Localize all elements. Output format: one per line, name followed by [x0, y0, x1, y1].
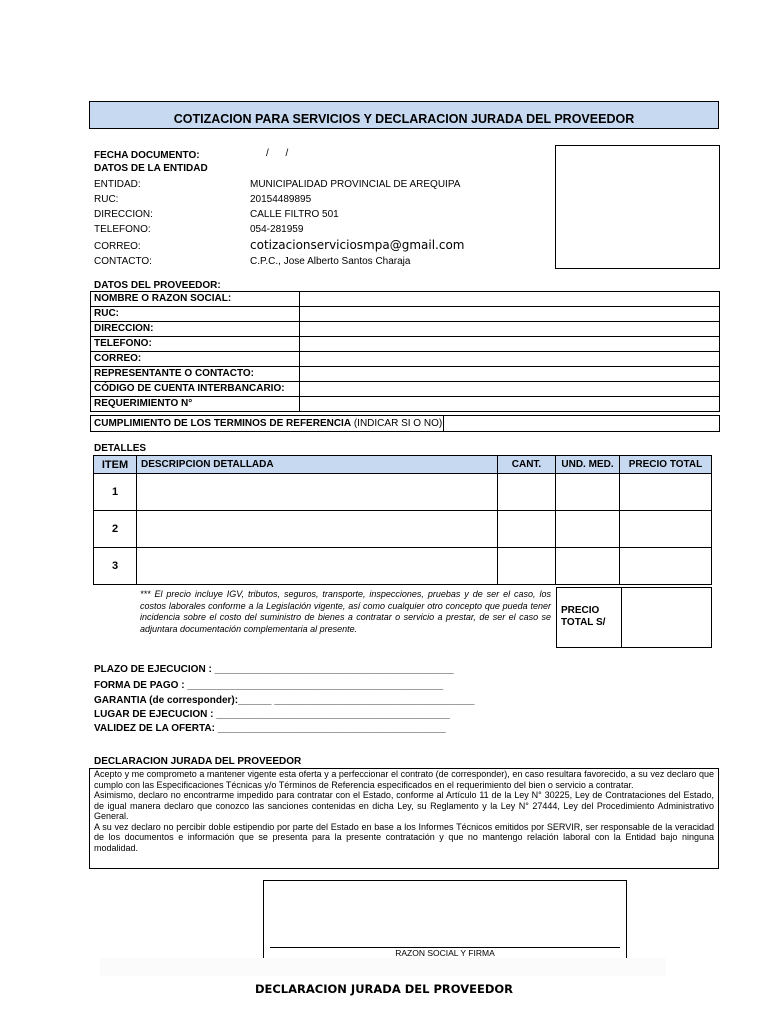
col-cant: CANT.: [498, 456, 556, 474]
table-row: [91, 307, 720, 322]
item-number: 2: [94, 511, 137, 548]
declaracion-paragraph: A su vez declaro no percibir doble estipendio por parte del Estado en base a los Informes Técnicos emitidos por SERVIR, ser responsable de la veracidad de los documentos e información que se presenta para la presente contratación y que no mantengo relación laboral con la Entidad bajo ninguna modalidad.: [94, 821, 714, 853]
page-separator: [100, 958, 666, 976]
col-item: ITEM: [94, 456, 137, 474]
precio-total-divider: [621, 588, 622, 647]
validez-oferta[interactable]: VALIDEZ DE LA OFERTA: _________________________________________: [94, 723, 446, 734]
precio-total-box: [556, 587, 712, 648]
descripcion-cell[interactable]: [137, 511, 498, 548]
item-number: 3: [94, 548, 137, 585]
requerimiento-field[interactable]: [300, 397, 720, 412]
precio-cell[interactable]: [620, 474, 712, 511]
fecha-label: FECHA DOCUMENTO:: [94, 150, 200, 161]
declaracion-heading: DECLARACION JURADA DEL PROVEEDOR: [94, 756, 302, 767]
footer-title: DECLARACION JURADA DEL PROVEEDOR: [254, 982, 514, 996]
prov-telefono-label: TELEFONO:: [91, 337, 300, 352]
lugar-ejecucion[interactable]: LUGAR DE EJECUCION : __________________________________________: [94, 709, 450, 720]
prov-direccion-field[interactable]: [300, 322, 720, 337]
requerimiento-label: REQUERIMIENTO N°: [91, 397, 300, 412]
contacto-label: CONTACTO:: [94, 256, 152, 267]
descripcion-cell[interactable]: [137, 548, 498, 585]
table-row: [91, 292, 720, 307]
cumplimiento-row: [90, 415, 720, 432]
prov-ruc-field[interactable]: [300, 307, 720, 322]
proveedor-table: [90, 291, 720, 412]
ruc-value: 20154489895: [250, 194, 312, 205]
price-note: *** El precio incluye IGV, tributos, seguros, transporte, inspecciones, pruebas y de ser el caso, los costos laborales conforme a la Legislación vigente, así como cualquier otro concepto que pueda tener incidencia sobre el costo del suministro de bienes a contratar o servicio a prestar, de ser el caso se adjuntara documentación complementaria al presente.: [140, 589, 551, 634]
prov-correo-field[interactable]: [300, 352, 720, 367]
detalles-heading: DETALLES: [94, 443, 147, 454]
col-und-med: UND. MED.: [556, 456, 620, 474]
nombre-field[interactable]: [300, 292, 720, 307]
prov-direccion-label: DIRECCION:: [91, 322, 300, 337]
contacto-value: C.P.C., Jose Alberto Santos Charaja: [250, 256, 411, 267]
table-row: [91, 382, 720, 397]
plazo-ejecucion[interactable]: PLAZO DE EJECUCION : ___________________________________________: [94, 664, 454, 675]
table-row: [91, 352, 720, 367]
direccion-label: DIRECCION:: [94, 209, 153, 220]
ruc-label: RUC:: [94, 194, 119, 205]
telefono-label: TELEFONO:: [94, 224, 151, 235]
entidad-value: MUNICIPALIDAD PROVINCIAL DE AREQUIPA: [250, 179, 461, 190]
fecha-value[interactable]: / /: [266, 148, 289, 159]
correo-label: CORREO:: [94, 241, 141, 252]
proveedor-heading: DATOS DEL PROVEEDOR:: [94, 280, 221, 291]
nombre-label: NOMBRE O RAZON SOCIAL:: [91, 292, 300, 307]
cumplimiento-divider: [443, 416, 444, 431]
forma-pago[interactable]: FORMA DE PAGO : ______________________________________________: [94, 680, 444, 691]
cant-cell[interactable]: [498, 511, 556, 548]
cci-field[interactable]: [300, 382, 720, 397]
garantia[interactable]: GARANTIA (de corresponder):______ ____________________________________: [94, 695, 475, 706]
entidad-heading: DATOS DE LA ENTIDAD: [94, 163, 208, 174]
direccion-value: CALLE FILTRO 501: [250, 209, 339, 220]
table-row: [91, 397, 720, 412]
precio-cell[interactable]: [620, 511, 712, 548]
col-precio-total: PRECIO TOTAL: [620, 456, 712, 474]
cci-label: CÓDIGO DE CUENTA INTERBANCARIO:: [91, 382, 300, 397]
stamp-box: [555, 145, 720, 269]
table-row: [91, 322, 720, 337]
representante-label: REPRESENTANTE O CONTACTO:: [91, 367, 300, 382]
document-title: COTIZACION PARA SERVICIOS Y DECLARACION JURADA DEL PROVEEDOR: [89, 101, 719, 129]
representante-field[interactable]: [300, 367, 720, 382]
detalles-table: [93, 455, 712, 585]
item-number: 1: [94, 474, 137, 511]
correo-value[interactable]: cotizacionserviciosmpa@gmail.com: [250, 238, 465, 252]
cumplimiento-label: CUMPLIMIENTO DE LOS TERMINOS DE REFERENCIA (INDICAR SI O NO): [94, 418, 443, 429]
table-row: [91, 367, 720, 382]
table-row: [91, 337, 720, 352]
declaracion-paragraph: Acepto y me comprometo a mantener vigente esta oferta y a perfeccionar el contrato (de corresponder), en caso resultara favorecido, a su vez declaro que cumplo con las Especificaciones Técnicas y/o Términos de Referencia especificados en el requerimiento del bien o servicio a contratar.: [94, 769, 714, 790]
cant-cell[interactable]: [498, 548, 556, 585]
und-cell[interactable]: [556, 474, 620, 511]
cant-cell[interactable]: [498, 474, 556, 511]
entidad-label: ENTIDAD:: [94, 179, 141, 190]
table-row: [94, 511, 712, 548]
col-descripcion: DESCRIPCION DETALLADA: [137, 456, 498, 474]
table-header: [94, 456, 712, 474]
prov-telefono-field[interactable]: [300, 337, 720, 352]
declaracion-box: [89, 768, 719, 869]
table-row: [94, 474, 712, 511]
signature-box[interactable]: [263, 880, 627, 959]
precio-total-label: PRECIO TOTAL S/: [561, 605, 606, 628]
declaracion-paragraph: Asimismo, declaro no encontrarme impedido para contratar con el Estado, conforme al Artículo 11 de la Ley N° 30225, Ley de Contrataciones del Estado, de igual manera declaro que conozco las sanciones contenidas en dicha Ley, su Reglamento y la Ley N° 27444, Ley del Procedimiento Administrativo General.: [94, 790, 714, 821]
prov-correo-label: CORREO:: [91, 352, 300, 367]
telefono-value: 054-281959: [250, 224, 304, 235]
precio-cell[interactable]: [620, 548, 712, 585]
signature-label: RAZON SOCIAL Y FIRMA: [395, 948, 495, 958]
und-cell[interactable]: [556, 511, 620, 548]
und-cell[interactable]: [556, 548, 620, 585]
table-row: [94, 548, 712, 585]
descripcion-cell[interactable]: [137, 474, 498, 511]
prov-ruc-label: RUC:: [91, 307, 300, 322]
